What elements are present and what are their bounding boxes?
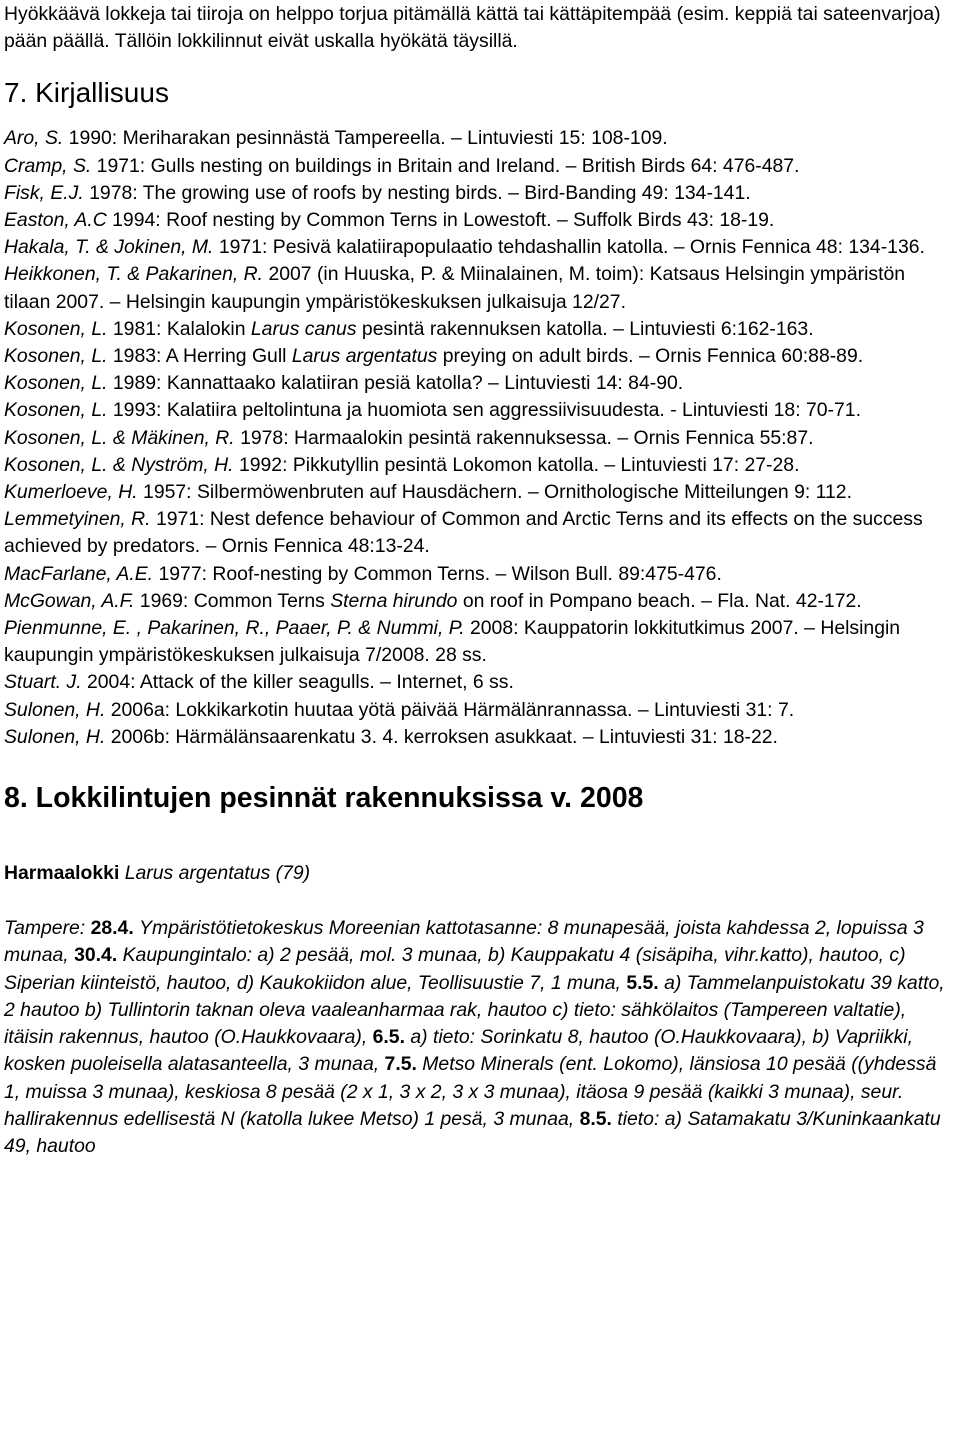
reference-entry xyxy=(4,234,956,261)
reference-author: Fisk, E.J. xyxy=(4,181,84,204)
reference-year: 2006a: xyxy=(110,698,171,721)
reference-text: The growing use of roofs by nesting birds. – Bird-Banding 49: 134-141. xyxy=(142,181,751,204)
obs-text: Ympäristötietokeskus Moreenian kattotasanne: 8 munapesää, joista kahdessa 2, lopuissa 3 munaa, xyxy=(4,917,924,967)
reference-year: 1977: xyxy=(158,562,207,585)
reference-text: Gulls nesting on buildings in Britain and Ireland. – British Birds 64: 476-487. xyxy=(150,154,800,177)
species-name: Harmaalokki xyxy=(4,862,120,885)
obs-date: 8.5. xyxy=(579,1107,612,1130)
reference-text: Silbermöwenbruten auf Hausdächern. – Ornithologische Mitteilungen 9: 112. xyxy=(196,481,852,504)
obs-date: 5.5. xyxy=(626,971,659,994)
reference-text: Kauppatorin lokkitutkimus 2007. – Helsingin kaupungin ympäristökeskuksen julkaisuja 7/2008. 28 ss. xyxy=(4,617,901,667)
reference-author: Cramp, S. xyxy=(4,154,92,177)
reference-author: Kumerloeve, H. xyxy=(4,481,138,504)
reference-text: on roof in Pompano beach. – Fla. Nat. 42-172. xyxy=(457,589,862,612)
species-latin: Larus argentatus (79) xyxy=(124,862,311,885)
reference-year: 1969: xyxy=(139,589,189,612)
obs-text: a) tieto: Sorinkatu 8, hautoo (O.Haukkovaara), b) Vapriikki, kosken puoleisella alatasanteella, 3 munaa, xyxy=(4,1026,913,1076)
reference-year: 2004: xyxy=(86,671,136,694)
reference-author: McGowan, A.F. xyxy=(4,589,135,612)
reference-text: Härmälänsaarenkatu 3. 4. kerroksen asukkaat. – Lintuviesti 31: 18-22. xyxy=(175,725,778,748)
observations-paragraph xyxy=(4,915,956,1160)
obs-date: 30.4. xyxy=(74,944,118,967)
reference-species-latin: Larus argentatus xyxy=(291,345,438,368)
reference-entry xyxy=(4,125,956,152)
reference-text: A Herring Gull xyxy=(165,345,292,368)
section-7-heading: 7. Kirjallisuus xyxy=(4,77,169,109)
reference-author: Heikkonen, T. & Pakarinen, R. xyxy=(4,263,264,286)
reference-author: Stuart. J. xyxy=(4,671,82,694)
reference-author: Kosonen, L. xyxy=(4,345,108,368)
reference-entry xyxy=(4,506,956,560)
species-heading xyxy=(4,860,956,887)
reference-text: Harmaalokin pesintä rakennuksessa. – Ornis Fennica 55:87. xyxy=(293,426,814,449)
obs-date: 28.4. xyxy=(90,917,134,940)
reference-author: Sulonen, H. xyxy=(4,698,106,721)
reference-entry xyxy=(4,316,956,343)
reference-entry xyxy=(4,452,956,479)
reference-species-latin: Sterna hirundo xyxy=(330,589,458,612)
obs-text: tieto: a) Satamakatu 3/Kuninkaankatu 49, hautoo xyxy=(4,1107,941,1157)
reference-text: Kannattaako kalatiiran pesiä katolla? – Lintuviesti 14: 84-90. xyxy=(166,372,684,395)
reference-year: 1978: xyxy=(89,181,138,204)
reference-entry xyxy=(4,669,956,696)
reference-author: Kosonen, L. xyxy=(4,372,108,395)
reference-year: 1971: xyxy=(218,236,268,259)
obs-text: Kaupungintalo: a) 2 pesää, mol. 3 munaa, b) Kauppakatu 4 (sisäpiha, vihr.katto), hautoo, c) Siperian kiinteistö, hautoo, d) Kaukokiidon alue, Teollisuustie 7, 1 muna, xyxy=(4,944,906,994)
reference-author: Pienmunne, E. , Pakarinen, R., Paaer, P. & Nummi, P. xyxy=(4,617,465,640)
reference-year: 1989: xyxy=(112,372,162,395)
reference-species-latin: Larus canus xyxy=(250,317,357,340)
reference-author: Aro, S. xyxy=(4,127,64,150)
reference-author: Lemmetyinen, R. xyxy=(4,508,151,531)
reference-author: Sulonen, H. xyxy=(4,725,106,748)
reference-author: MacFarlane, A.E. xyxy=(4,562,154,585)
reference-year: 2006b: xyxy=(110,725,171,748)
section-8-heading: 8. Lokkilintujen pesinnät rakennuksissa v. 2008 xyxy=(4,782,644,815)
reference-entry xyxy=(4,697,956,724)
reference-text: Roof nesting by Common Terns in Lowestoft. – Suffolk Birds 43: 18-19. xyxy=(166,209,775,232)
reference-author: Kosonen, L. xyxy=(4,317,108,340)
reference-entry xyxy=(4,425,956,452)
reference-entry xyxy=(4,397,956,424)
reference-year: 2008: xyxy=(469,617,519,640)
reference-entry xyxy=(4,588,956,615)
reference-text: Katsaus Helsingin ympäristön tilaan 2007. – Helsingin kaupungin ympäristökeskuksen julkaisuja 12/27. xyxy=(4,263,906,313)
obs-date: 7.5. xyxy=(384,1053,417,1076)
reference-text: Pikkutyllin pesintä Lokomon katolla. – Lintuviesti 17: 27-28. xyxy=(292,453,800,476)
reference-entry xyxy=(4,724,956,751)
reference-year: 1992: xyxy=(238,453,288,476)
location-label: Tampere: xyxy=(4,917,86,940)
reference-text: Kalatiira peltolintuna ja huomiota sen aggressiivisuudesta. - Lintuviesti 18: 70-71. xyxy=(166,399,861,422)
reference-author: Hakala, T. & Jokinen, M. xyxy=(4,236,214,259)
reference-year: 2007 (in Huuska, P. & Miinalainen, M. toim): xyxy=(268,263,645,286)
reference-entry xyxy=(4,153,956,180)
reference-entry xyxy=(4,561,956,588)
reference-author: Kosonen, L. xyxy=(4,399,108,422)
reference-text: Attack of the killer seagulls. – Internet, 6 ss. xyxy=(139,671,514,694)
obs-text: a) Tammelanpuistokatu 39 katto, 2 hautoo b) Tullintorin taknan oleva vaaleanharmaa rak, hautoo c) tieto: sähkölaitos (Tampereen valtatie), itäisin rakennus, hautoo (O.Haukkovaara), xyxy=(4,971,945,1049)
reference-year: 1957: xyxy=(143,481,192,504)
reference-year: 1983: xyxy=(112,345,162,368)
reference-entry xyxy=(4,207,956,234)
reference-text: Meriharakan pesinnästä Tampereella. – Lintuviesti 15: 108-109. xyxy=(122,127,668,150)
reference-year: 1990: xyxy=(68,127,118,150)
reference-text: preying on adult birds. – Ornis Fennica 60:88-89. xyxy=(437,345,864,368)
reference-author: Kosonen, L. & Mäkinen, R. xyxy=(4,426,235,449)
obs-text: Metso Minerals (ent. Lokomo), länsiosa 10 pesää ((yhdessä 1, muissa 3 munaa), keskiosa 8 pesää (2 x 1, 3 x 2, 3 x 3 munaa), itäosa 9 pesää (kaikki 3 munaa), seur. hallirakennus edellisestä N (katolla lukee Metso) 1 pesä, 3 munaa, xyxy=(4,1053,937,1130)
reference-text: Lokkikarkotin huutaa yötä päivää Härmälänrannassa. – Lintuviesti 31: 7. xyxy=(175,698,795,721)
reference-text: Pesivä kalatiirapopulaatio tehdashallin katolla. – Ornis Fennica 48: 134-136. xyxy=(272,236,925,259)
reference-text: Roof-nesting by Common Terns. – Wilson Bull. 89:475-476. xyxy=(212,562,722,585)
reference-entry xyxy=(4,180,956,207)
reference-year: 1993: xyxy=(112,399,162,422)
intro-paragraph: Hyökkäävä lokkeja tai tiiroja on helppo torjua pitämällä kättä tai kättäpitempää (esim. keppiä tai sateenvarjoa) pään päällä. Tällöin lokkilinnut eivät uskalla hyökätä täysillä. xyxy=(4,3,941,53)
reference-list xyxy=(4,125,956,751)
reference-author: Easton, A.C xyxy=(4,209,107,232)
reference-year: 1981: xyxy=(112,317,162,340)
reference-entry xyxy=(4,261,956,315)
reference-text: Common Terns xyxy=(193,589,331,612)
reference-text: pesintä rakennuksen katolla. – Lintuviesti 6:162-163. xyxy=(356,317,814,340)
reference-entry xyxy=(4,343,956,370)
reference-year: 1971: xyxy=(96,154,146,177)
reference-entry xyxy=(4,615,956,669)
reference-entry xyxy=(4,370,956,397)
reference-author: Kosonen, L. & Nyström, H. xyxy=(4,453,234,476)
reference-text: Nest defence behaviour of Common and Arctic Terns and its effects on the success achieved by predators. – Ornis Fennica 48:13-24. xyxy=(4,508,923,558)
reference-text: Kalalokin xyxy=(166,317,251,340)
obs-date: 6.5. xyxy=(372,1026,405,1049)
reference-year: 1971: xyxy=(155,508,205,531)
reference-year: 1978: xyxy=(240,426,289,449)
reference-year: 1994: xyxy=(112,209,161,232)
reference-entry xyxy=(4,479,956,506)
